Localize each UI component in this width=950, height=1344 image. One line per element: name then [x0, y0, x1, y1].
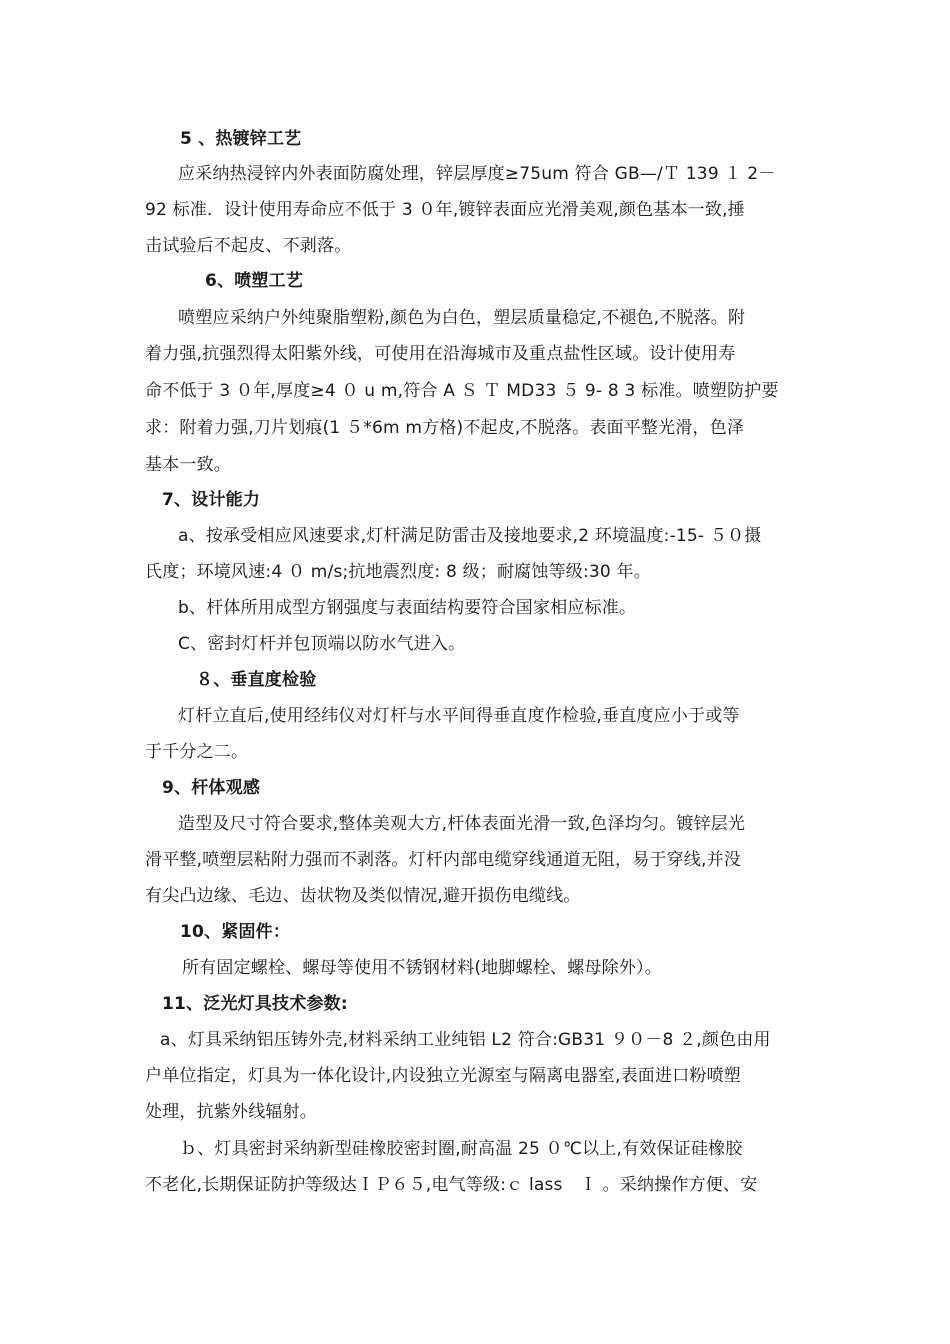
paragraph-line: 处理，抗紫外线辐射。 [145, 1102, 317, 1122]
section-heading-pole-appearance: 9、杆体观感 [162, 778, 261, 798]
paragraph-line: C、密封灯杆并包顶端以防水气进入。 [178, 634, 466, 654]
section-heading-design-capability: 7、设计能力 [162, 490, 261, 510]
paragraph-line: 击试验后不起皮、不剥落。 [145, 236, 352, 256]
section-heading-floodlight-parameters: 11、泛光灯具技术参数: [162, 994, 348, 1014]
section-heading-verticality-inspection: ８、垂直度检验 [196, 670, 317, 690]
paragraph-line: b、杆体所用成型方钢强度与表面结构要符合国家相应标准。 [178, 598, 637, 618]
paragraph-line: 户单位指定，灯具为一体化设计,内设独立光源室与隔离电器室,表面进口粉喷塑 [145, 1066, 742, 1086]
paragraph-line: 所有固定螺栓、螺母等使用不锈钢材料(地脚螺栓、螺母除外）。 [182, 958, 662, 978]
section-heading-fasteners: 10、紧固件： [180, 922, 291, 942]
paragraph-line: 于千分之二。 [145, 742, 249, 762]
paragraph-line: 命不低于 3 ０年,厚度≥4 ０ u m,符合 A Ｓ Ｔ MD33 ５ 9- 8 3 标准。喷塑防护要 [145, 381, 779, 401]
paragraph-line: 造型及尺寸符合要求,整体美观大方,杆体表面光滑一致,色泽均匀。镀锌层光 [178, 814, 746, 834]
paragraph-line: 应采纳热浸锌内外表面防腐处理，锌层厚度≥75um 符合 GB—/Ｔ 139 １ 2－ [178, 164, 776, 184]
section-heading-hot-dip-galvanizing: 5 、热镀锌工艺 [180, 129, 302, 149]
paragraph-line: 有尖凸边缘、毛边、齿状物及类似情况,避开损伤电缆线。 [145, 886, 581, 906]
paragraph-line: a、灯具采纳铝压铸外壳,材料采纳工业纯铝 L2 符合:GB31 ９０－8 ２,颜色由用 [160, 1030, 771, 1050]
paragraph-line: a、按承受相应风速要求,灯杆满足防雷击及接地要求,2 环境温度:-15- ５０摄 [178, 526, 762, 546]
paragraph-line: 基本一致。 [145, 455, 231, 475]
paragraph-line: 着力强,抗强烈得太阳紫外线，可使用在沿海城市及重点盐性区域。设计使用寿 [145, 344, 736, 364]
paragraph-line: 喷塑应采纳户外纯聚脂塑粉,颜色为白色，塑层质量稳定,不褪色,不脱落。附 [178, 308, 746, 328]
paragraph-line: 92 标准．设计使用寿命应不低于 3 ０年,镀锌表面应光滑美观,颜色基本一致,捶 [145, 200, 745, 220]
paragraph-line: 不老化,长期保证防护等级达ＩＰ６５,电气等级:ｃ lass Ｉ 。采纳操作方便、安 [145, 1175, 758, 1195]
section-heading-powder-coating: 6、喷塑工艺 [205, 271, 304, 291]
paragraph-line: 氏度；环境风速:4 ０ m/s;抗地震烈度: 8 级；耐腐蚀等级:30 年。 [145, 562, 651, 582]
paragraph-line: 滑平整,喷塑层粘附力强而不剥落。灯杆内部电缆穿线通道无阻，易于穿线,并没 [145, 850, 742, 870]
paragraph-line: 灯杆立直后,使用经纬仪对灯杆与水平间得垂直度作检验,垂直度应小于或等 [178, 706, 740, 726]
paragraph-line: 求：附着力强,刀片划痕(1 ５*6m m方格)不起皮,不脱落。表面平整光滑，色泽 [145, 418, 745, 438]
paragraph-line: ｂ、灯具密封采纳新型硅橡胶密封圈,耐高温 25 ０℃以上,有效保证硅橡胶 [180, 1139, 743, 1159]
